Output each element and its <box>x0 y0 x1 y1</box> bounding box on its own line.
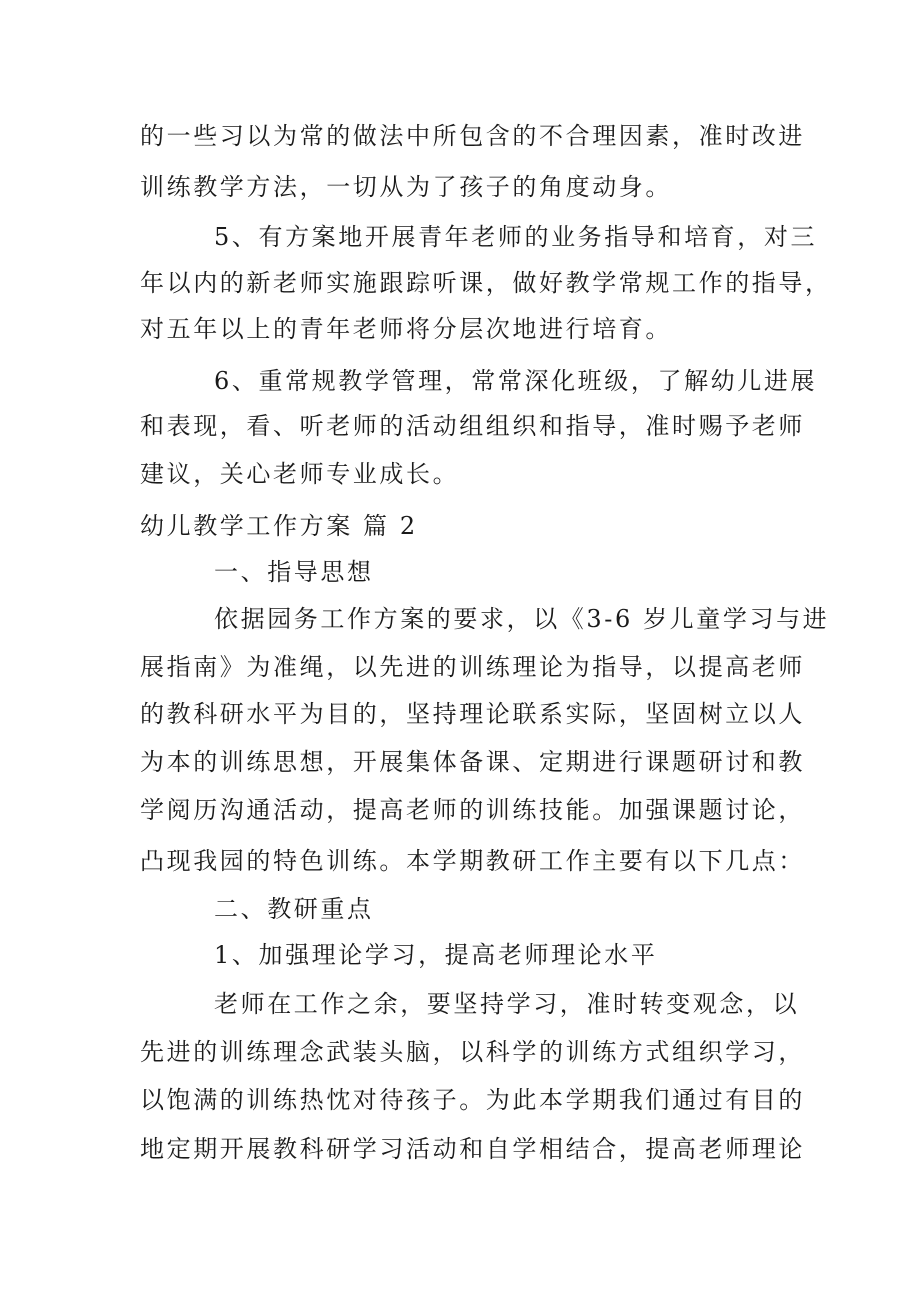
paragraph-line: 依据园务工作方案的要求，以《3-6 岁儿童学习与进 <box>214 605 830 633</box>
paragraph-line: 展指南》为准绳，以先进的训练理论为指导，以提高老师 <box>140 653 805 681</box>
paragraph-line: 老师在工作之余，要坚持学习，准时转变观念，以 <box>214 990 800 1018</box>
paragraph-line: 训练教学方法，一切从为了孩子的角度动身。 <box>140 173 672 201</box>
paragraph-line: 凸现我园的特色训练。本学期教研工作主要有以下几点： <box>140 847 805 875</box>
section-heading: 幼儿教学工作方案 篇 2 <box>140 512 418 540</box>
paragraph-line: 地定期开展教科研学习活动和自学相结合，提高老师理论 <box>140 1135 805 1163</box>
subheading: 1、加强理论学习，提高老师理论水平 <box>214 941 658 969</box>
paragraph-line: 5、有方案地开展青年老师的业务指导和培育，对三 <box>214 223 818 251</box>
paragraph-line: 学阅历沟通活动，提高老师的训练技能。加强课题讨论， <box>140 796 805 824</box>
paragraph-line: 和表现，看、听老师的活动组组织和指导，准时赐予老师 <box>140 412 805 440</box>
paragraph-line: 的教科研水平为目的，坚持理论联系实际，坚固树立以人 <box>140 700 805 728</box>
paragraph-line: 的一些习以为常的做法中所包含的不合理因素，准时改进 <box>140 122 805 150</box>
paragraph-line: 对五年以上的青年老师将分层次地进行培育。 <box>140 315 672 343</box>
paragraph-line: 年以内的新老师实施跟踪听课，做好教学常规工作的指导， <box>140 269 832 297</box>
subheading: 一、指导思想 <box>214 558 374 586</box>
paragraph-line: 建议，关心老师专业成长。 <box>140 460 460 488</box>
paragraph-line: 为本的训练思想，开展集体备课、定期进行课题研讨和教 <box>140 748 805 776</box>
paragraph-line: 6、重常规教学管理，常常深化班级，了解幼儿进展 <box>214 367 818 395</box>
paragraph-line: 先进的训练理念武装头脑，以科学的训练方式组织学习， <box>140 1038 805 1066</box>
paragraph-line: 以饱满的训练热忱对待孩子。为此本学期我们通过有目的 <box>140 1086 805 1114</box>
subheading: 二、教研重点 <box>214 895 374 923</box>
